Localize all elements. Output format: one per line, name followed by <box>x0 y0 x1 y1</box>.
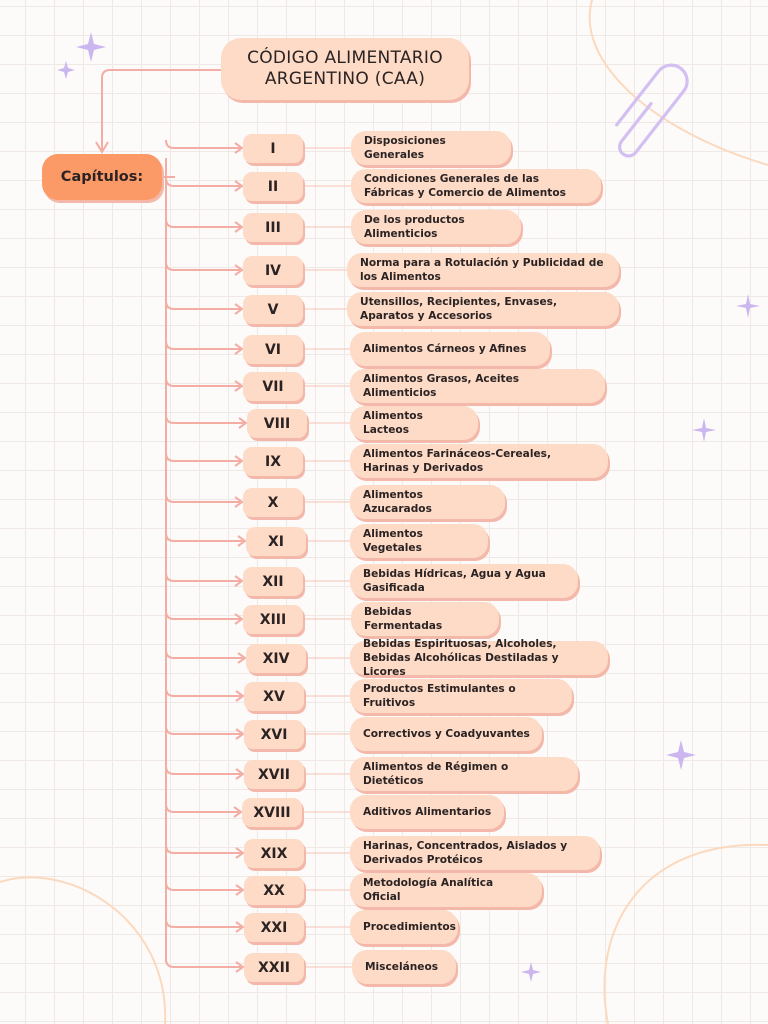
chapter-title: Procedimientos <box>350 910 458 944</box>
chapter-title: Bebidas Hídricas, Agua y Agua Gasificada <box>350 564 578 598</box>
branch-line <box>166 494 240 502</box>
title-text: CÓDIGO ALIMENTARIO ARGENTINO (CAA) <box>247 48 443 89</box>
title-to-capitulos-line <box>102 70 222 150</box>
chapter-title: Alimentos de Régimen o Dietéticos <box>350 757 578 791</box>
chapter-number: XV <box>244 682 304 711</box>
chapter-title: Correctivos y Coadyuvantes <box>350 717 542 751</box>
chapter-title: Alimentos Grasos, Aceites Alimenticios <box>350 369 605 403</box>
chapter-title: Disposiciones Generales <box>351 131 511 165</box>
branch-line <box>166 453 240 461</box>
chapter-number: XII <box>243 567 303 596</box>
chapter-number: XIX <box>244 839 304 868</box>
branch-line <box>166 919 241 927</box>
chapter-number: II <box>243 172 303 201</box>
chapter-title: Condiciones Generales de las Fábricas y Comercio de Alimentos <box>351 169 601 203</box>
branch-line <box>166 341 240 349</box>
chapter-number: XXI <box>244 913 304 942</box>
chapter-title: Bebidas Espirituosas, Alcoholes, Bebidas Alcohólicas Destiladas y Licores <box>350 641 608 675</box>
branch-line <box>166 766 241 774</box>
chapter-number: XVIII <box>242 798 302 827</box>
diagram-title <box>221 38 469 100</box>
chapter-number: V <box>243 295 303 324</box>
chapter-title: Metodología Analítica Oficial <box>350 873 542 907</box>
branch-line <box>166 415 244 423</box>
branch-line <box>166 533 243 541</box>
chapter-number: IX <box>243 447 303 476</box>
chapter-number: XIII <box>243 605 303 634</box>
chapter-number: IV <box>243 256 303 285</box>
chapter-title: Productos Estimulantes o Fruitivos <box>350 679 572 713</box>
branch-line <box>166 804 239 812</box>
chapter-number: XIV <box>246 644 306 673</box>
chapter-number: XI <box>246 527 306 556</box>
chapter-title: Harinas, Concentrados, Aislados y Derivados Protéicos <box>350 836 600 870</box>
branch-line <box>166 573 240 581</box>
branch-line <box>166 611 240 619</box>
chapter-number: III <box>243 213 303 242</box>
branch-line <box>166 688 241 696</box>
chapter-number: XXII <box>244 953 304 982</box>
chapter-title: Utensillos, Recipientes, Envases, Aparatos y Accesorios <box>347 292 619 326</box>
branch-line <box>166 178 240 186</box>
chapter-title: De los productos Alimenticios <box>351 210 521 244</box>
chapter-number: VII <box>243 372 303 401</box>
chapter-title: Norma para a Rotulación y Publicidad de los Alimentos <box>347 253 619 287</box>
capitulos-box <box>42 154 162 200</box>
chapter-number: XVI <box>244 720 304 749</box>
chapter-number: XX <box>244 876 304 905</box>
branch-line <box>166 219 240 227</box>
branch-line <box>166 301 240 309</box>
chapter-title: Misceláneos <box>352 950 456 984</box>
chapter-number: X <box>243 488 303 517</box>
chapter-number: XVII <box>244 760 304 789</box>
capitulos-label: Capítulos: <box>60 169 144 185</box>
chapter-title: Alimentos Farináceos-Cereales, Harinas y Derivados <box>350 444 608 478</box>
branch-line <box>166 378 240 386</box>
chapter-title: Alimentos Azucarados <box>350 485 505 519</box>
branch-line <box>166 959 241 967</box>
branch-line <box>166 262 240 270</box>
chapter-number: VIII <box>247 409 307 438</box>
branch-line <box>166 845 241 853</box>
chapter-title: Alimentos Cárneos y Afines <box>350 332 550 366</box>
chapter-number: I <box>243 134 303 163</box>
branch-line <box>166 140 240 148</box>
branch-line <box>166 726 241 734</box>
branch-line <box>166 882 241 890</box>
chapter-title: Alimentos Lacteos <box>350 406 478 440</box>
chapter-number: VI <box>243 335 303 364</box>
branch-line <box>166 650 243 658</box>
chapter-title: Alimentos Vegetales <box>350 524 488 558</box>
chapter-title: Bebidas Fermentadas <box>351 602 499 636</box>
chapter-title: Aditivos Alimentarios <box>350 795 504 829</box>
